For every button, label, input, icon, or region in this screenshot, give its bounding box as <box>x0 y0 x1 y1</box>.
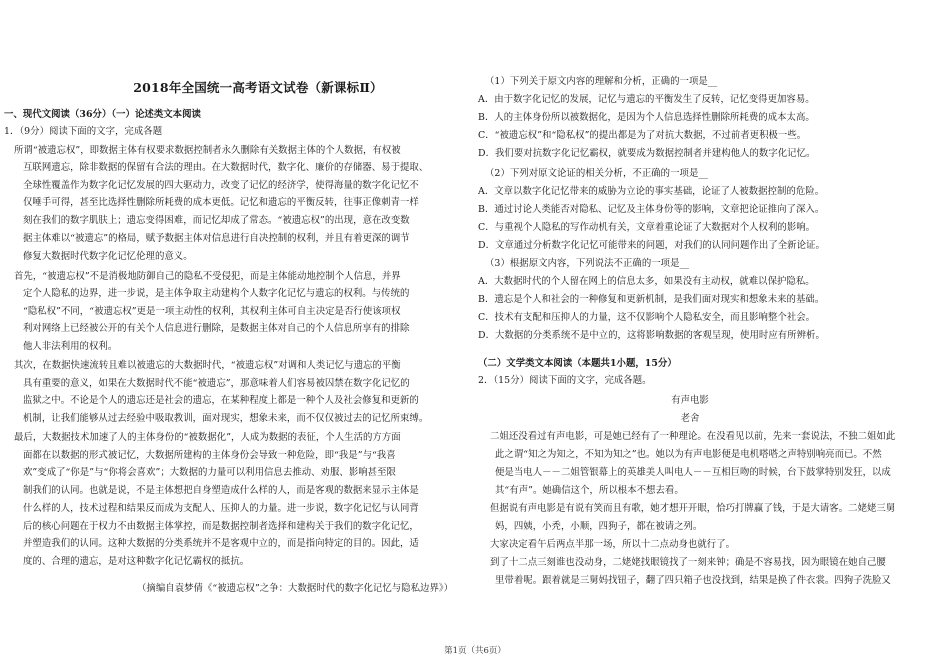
left-line: “隐私权”不同，“被遗忘权”更是一项主动性的权利，其权利主体可自主决定是否行使该项权 <box>23 306 401 317</box>
left-line: 具有重要的意义，如果在大数据时代不能“被遗忘”，那意味着人们容易被囚禁在数字化记忆的 <box>23 378 410 389</box>
left-line: 首先，“被遗忘权”不是消极地防御自己的隐私不受侵犯，而是主体能动地控制个人信息，并界 <box>14 271 401 282</box>
right-line: （二）文学类文本阅读（本题共1小题，15分） <box>478 358 677 369</box>
left-line: 什么样的人，技术过程和结果反而成为支配人、压抑人的力量。进一步说，数字化记忆与认同背 <box>23 503 419 514</box>
left-line: 制我们的认同。也就是说，不是主体想把自身塑造成什么样的人，而是客观的数据来显示主体是 <box>23 485 419 496</box>
left-line: 一、现代文阅读（36分）（一）论述类文本阅读 <box>4 109 201 120</box>
right-line: A．大数据时代的个人留在网上的信息太多，如果没有主动权，就难以保护隐私。 <box>478 276 815 287</box>
right-line: C．与重视个人隐私的写作动机有关，文章着重论证了大数据对个人权利的影响。 <box>478 222 816 233</box>
left-line: 他人非法利用的权利。 <box>23 341 118 352</box>
left-line: 机制，让我们能够从过去经验中吸取教训，面对现实，想象未来，而不仅仅被过去的记忆所束缚。 <box>23 413 429 424</box>
right-line: （3）根据原文内容，下列说法不正确的一项是__ <box>485 258 689 269</box>
left-line: 其次，在数据快速流转且难以被遗忘的大数据时代，“被遗忘权”对调和人类记忆与遗忘的平衡 <box>14 360 401 371</box>
left-line: 互联网遗忘，除非数据的保留有合法的理由。在大数据时代，数字化、廉价的存储器、易于提取、 <box>23 162 429 173</box>
left-line: 1．（9分）阅读下面的文字，完成各题 <box>4 126 163 137</box>
right-line: C．技术有支配和压抑人的力量，这不仅影响个人隐私安全，而且影响整个社会。 <box>478 312 816 323</box>
right-line: 妈，四姨，小秃，小顺，四狗子，都在被请之列。 <box>495 521 703 532</box>
left-line: 欢”变成了“你是”与“你将会喜欢”；大数据的力量可以利用信息去推动、劝服、影响甚至限 <box>23 467 396 478</box>
left-line: 监狱之中。不论是个人的遗忘还是社会的遗忘，在某种程度上都是一种个人及社会修复和更新的 <box>23 395 419 406</box>
right-line: D．大数据的分类系统不是中立的，这将影响数据的客观呈现，使用时应有所辨析。 <box>478 330 825 341</box>
left-line: （摘编自袁梦倩《“被遗忘权”之争：大数据时代的数字化记忆与隐私边界》） <box>137 583 454 594</box>
right-line: A．由于数字化记忆的发展，记忆与遗忘的平衡发生了反转，记忆变得更加容易。 <box>478 94 815 105</box>
left-line: 度的、合理的遗忘，是对这种数字化记忆霸权的抵抗。 <box>23 556 250 567</box>
right-line: 便是当电人－－二姐管银幕上的英雄美人叫电人－－互相巨吻的时候，台下鼓掌特别发狂，以成 <box>495 467 891 478</box>
right-line: 但据说有声电影是有说有笑而且有歌，她才想开开眼，恰巧打牌赢了钱，于是大请客。二姥姥三舅 <box>490 503 896 514</box>
right-line: B．人的主体身份所以被数据化，是因为个人信息选择性删除所耗费的成本太高。 <box>478 112 815 123</box>
right-line: 其“有声”。她确信这个，所以根本不想去看。 <box>495 485 684 496</box>
right-line: 老舍 <box>680 413 700 424</box>
right-line: 2．（15分）阅读下面的文字，完成各题。 <box>478 375 652 386</box>
left-line: 面都在以数据的形式被记忆，大数据所建构的主体身份会导致一种危险，即“我是”与“我喜 <box>23 450 396 461</box>
left-line: 全球性覆盖作为数字化记忆发展的四大驱动力，改变了记忆的经济学，使得海量的数字化记忆不 <box>23 180 419 191</box>
left-line: 仅唾手可得，甚至比选择性删除所耗费的成本更低。记忆和遗忘的平衡反转，往事正像刺青一样 <box>23 197 419 208</box>
page-footer: 第1页（共6页） <box>444 646 506 656</box>
right-line: （2）下列对原文论证的相关分析，不正确的一项是__ <box>485 168 708 179</box>
right-line: 二姐还没看过有声电影，可是她已经有了一种理论。在没看见以前，先来一套说法，不独二姐如此 <box>490 431 896 442</box>
left-line: 修复大数据时代数字化记忆伦理的意义。 <box>23 251 193 262</box>
left-line: 最后，大数据技术加速了人的主体身份的“被数据化”，人成为数据的表征，个人生活的方方面 <box>14 432 401 443</box>
right-line: C．“被遗忘权”和“隐私权”的提出都是为了对抗大数据，不过前者更积极一些。 <box>478 130 807 141</box>
right-line: 此之谓“知之为知之，不知为知之”也。她以为有声电影便是电机嗒嗒之声特别响亮而已。不然 <box>495 449 882 460</box>
right-line: 有声电影 <box>671 395 709 406</box>
left-line: 据主体难以“被遗忘”的格局，赋予数据主体对信息进行自决控制的权利，并且有着更深的调节 <box>23 233 410 244</box>
right-line: D．文章通过分析数字化记忆可能带来的问题，对我们的认同问题作出了全新论证。 <box>478 240 825 251</box>
right-line: D．我们要对抗数字化记忆霸权，就要成为数据控制者并建构他人的数字化记忆。 <box>478 148 816 159</box>
right-line: （1）下列关于原文内容的理解和分析，正确的一项是__ <box>485 76 718 87</box>
right-line: B．通过讨论人类能否对隐私、记忆及主体身份等的影响，文章把论证推向了深入。 <box>478 204 825 215</box>
right-line: 里带着呢。跟着就是三舅妈找钮子，翻了四只箱子也没找到，结果是换了件衣裳。四狗子洗脸又 <box>495 575 891 586</box>
left-line: 后的核心问题在于权力不由数据主体掌控，而是数据控制者选择和建构关于我们的数字化记忆， <box>23 521 419 532</box>
left-line: 并塑造我们的认同。这种大数据的分类系统并不是客观中立的，而是指向特定的目的。因此，适 <box>23 538 419 549</box>
exam-title: 2018年全国统一高考语文试卷（新课标Ⅱ） <box>133 80 383 95</box>
left-line: 刻在我们的数字肌肤上；遗忘变得困难，而记忆却成了常态。“被遗忘权”的出现，意在改变数 <box>23 215 410 226</box>
left-line: 定个人隐私的边界，进一步说，是主体争取主动建构个人数字化记忆与遗忘的权利。与传统的 <box>23 288 410 299</box>
left-line: 利对网络上已经被公开的有关个人信息进行删除，是数据主体对自己的个人信息所享有的排除 <box>23 323 410 334</box>
left-line: 所谓“被遗忘权”，即数据主体有权要求数据控制者永久删除有关数据主体的个人数据，有权被 <box>14 145 401 156</box>
right-line: A．文章以数字化记忆带来的威胁为立论的事实基础，论证了人被数据控制的危险。 <box>478 186 825 197</box>
right-line: 到了十二点三刻谁也没动身，二姥姥找眼镜找了一刻来钟；确是不容易找，因为眼镜在她自己腰 <box>490 557 886 568</box>
right-line: B．遗忘是个人和社会的一种修复和更新机制，是我们面对现实和想象未来的基础。 <box>478 294 825 305</box>
right-line: 大家决定看午后两点半那一场，所以十二点动身也就行了。 <box>490 539 736 550</box>
